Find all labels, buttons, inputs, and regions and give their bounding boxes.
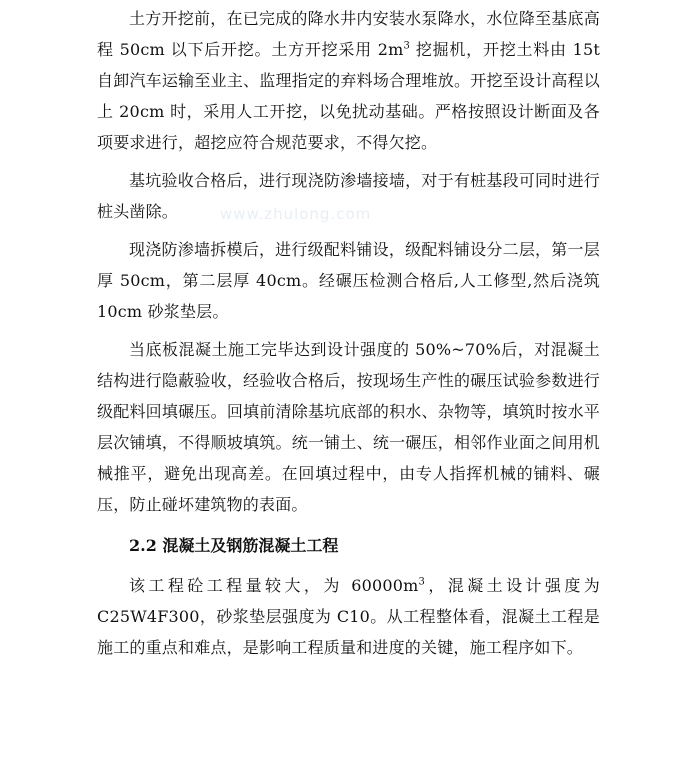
section-heading: 2.2 混凝土及钢筋混凝土工程 (129, 536, 339, 555)
document-page (97, 0, 600, 663)
paragraph-excavation-text-2: 挖掘机，开挖土料由 15t 自卸汽车运输至业主、监理指定的弃料场合理堆放。开挖至设计高程以上 20cm 时，采用人工开挖，以免扰动基础。严格按照设计断面及各项要求进行，超挖应符合规范要求，不得欠挖。 (97, 40, 600, 152)
superscript-3: 3 (418, 576, 426, 588)
paragraph-excavation (97, 0, 600, 158)
superscript-3: 3 (403, 40, 411, 52)
paragraph-graded-material: 现浇防渗墙拆模后，进行级配料铺设，级配料铺设分二层，第一层厚 50cm，第二层厚 40cm。经碾压检测合格后,人工修型,然后浇筑 10cm 砂浆垫层。 (97, 240, 600, 321)
paragraph-backfill: 当底板混凝土施工完毕达到设计强度的 50%~70%后，对混凝土结构进行隐蔽验收，经验收合格后，按现场生产性的碾压试验参数进行级配料回填碾压。回填前清除基坑底部的积水、杂物等，填筑时按水平层次铺填，不得顺坡填筑。统一铺土、统一碾压，相邻作业面之间用机械推平，避免出现高差。在回填过程中，由专人指挥机械的铺料、碾压，防止碰坏建筑物的表面。 (97, 340, 600, 514)
paragraph-concrete (97, 570, 600, 663)
paragraph-concrete-text-1: 该工程砼工程量较大，为 60000m (129, 576, 419, 595)
paragraph-excavation-text-1: 土方开挖前，在已完成的降水井内安装水泵降水，水位降至基底高程 50cm 以下后开挖。土方开挖采用 2m (97, 9, 600, 59)
watermark: www.zhulong.com (220, 205, 372, 223)
paragraph-pit-acceptance: 基坑验收合格后，进行现浇防渗墙接墙，对于有桩基段可同时进行桩头凿除。 (97, 171, 600, 221)
paragraph-concrete-text-2: ，混凝土设计强度为 C25W4F300，砂浆垫层强度为 C10。从工程整体看，混凝土工程是施工的重点和难点，是影响工程质量和进度的关键，施工程序如下。 (97, 576, 600, 657)
